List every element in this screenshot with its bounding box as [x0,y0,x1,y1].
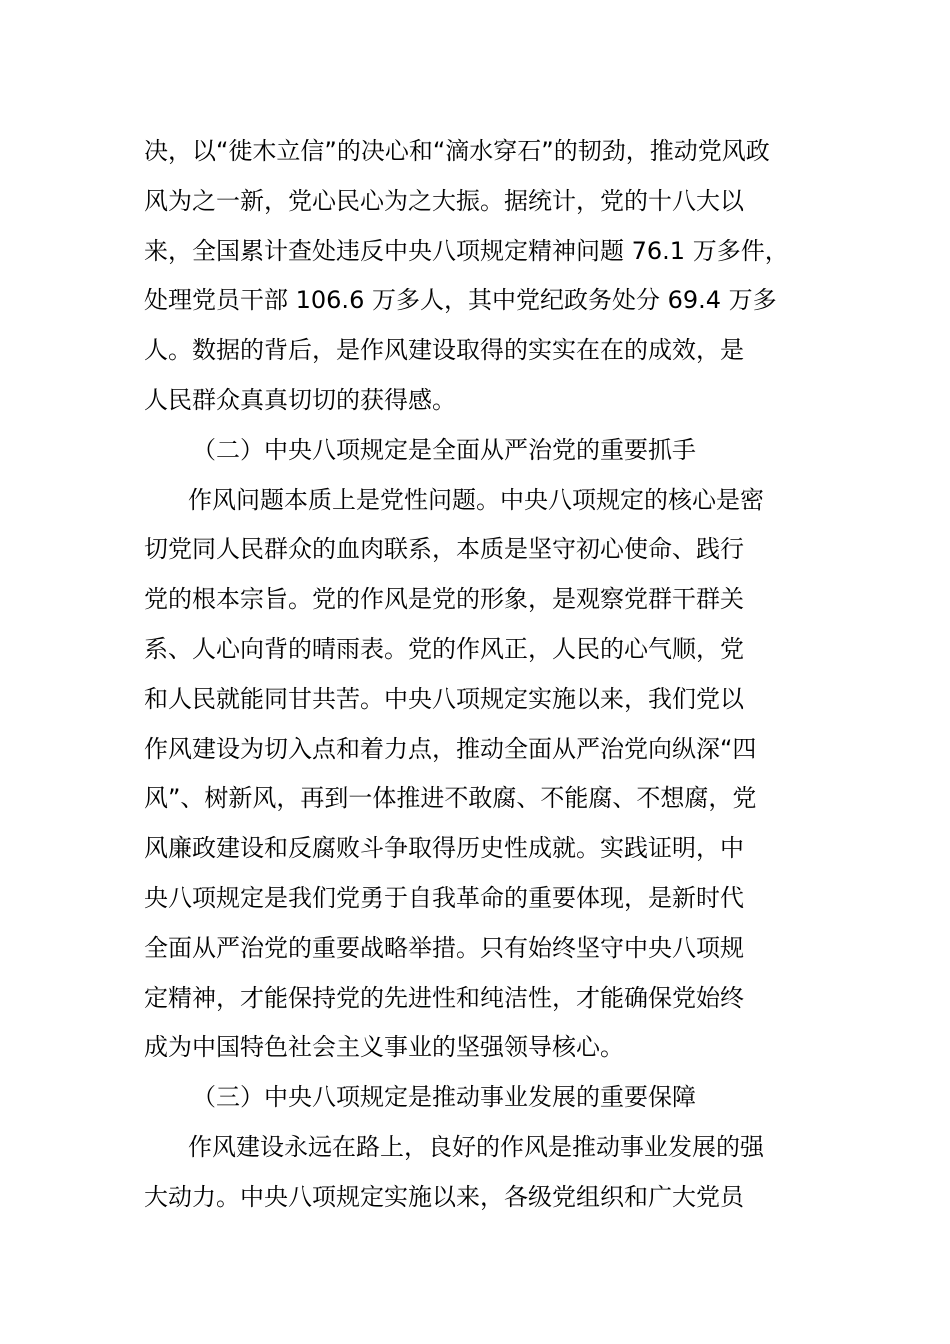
body-line: 大动力。中央八项规定实施以来，各级党组织和广大党员 [144,1182,744,1211]
body-line: 风为之一新，党心民心为之大振。据统计，党的十八大以 [144,186,744,215]
body-line: 成为中国特色社会主义事业的坚强领导核心。 [144,1033,624,1062]
body-line: 来，全国累计查处违反中央八项规定精神问题 76.1 万多件， [144,236,789,265]
body-line: 人。数据的背后，是作风建设取得的实实在在的成效，是 [144,336,744,365]
section-heading-2: （二）中央八项规定是全面从严治党的重要抓手 [192,435,696,464]
paragraph-first-line: 作风建设永远在路上，良好的作风是推动事业发展的强 [188,1132,764,1161]
body-line: 处理党员干部 106.6 万多人，其中党纪政务处分 69.4 万多 [144,286,777,315]
section-heading-3: （三）中央八项规定是推动事业发展的重要保障 [192,1083,696,1112]
body-line: 央八项规定是我们党勇于自我革命的重要体现，是新时代 [144,883,744,912]
body-line: 全面从严治党的重要战略举措。只有始终坚守中央八项规 [144,933,744,962]
body-line: 定精神，才能保持党的先进性和纯洁性，才能确保党始终 [144,983,744,1012]
body-line: 系、人心向背的晴雨表。党的作风正，人民的心气顺，党 [144,634,744,663]
document-body [144,127,824,1223]
body-line: 风”、树新风，再到一体推进不敢腐、不能腐、不想腐，党 [144,784,757,813]
body-line: 党的根本宗旨。党的作风是党的形象，是观察党群干群关 [144,585,744,614]
body-line: 风廉政建设和反腐败斗争取得历史性成就。实践证明，中 [144,834,744,863]
body-line: 作风建设为切入点和着力点，推动全面从严治党向纵深“四 [144,734,757,763]
body-line: 决，以“徙木立信”的决心和“滴水穿石”的韧劲，推动党风政 [144,137,770,165]
body-line: 人民群众真真切切的获得感。 [144,385,456,414]
body-line: 切党同人民群众的血肉联系，本质是坚守初心使命、践行 [144,535,744,564]
paragraph-first-line: 作风问题本质上是党性问题。中央八项规定的核心是密 [188,485,764,514]
body-line: 和人民就能同甘共苦。中央八项规定实施以来，我们党以 [144,684,744,713]
